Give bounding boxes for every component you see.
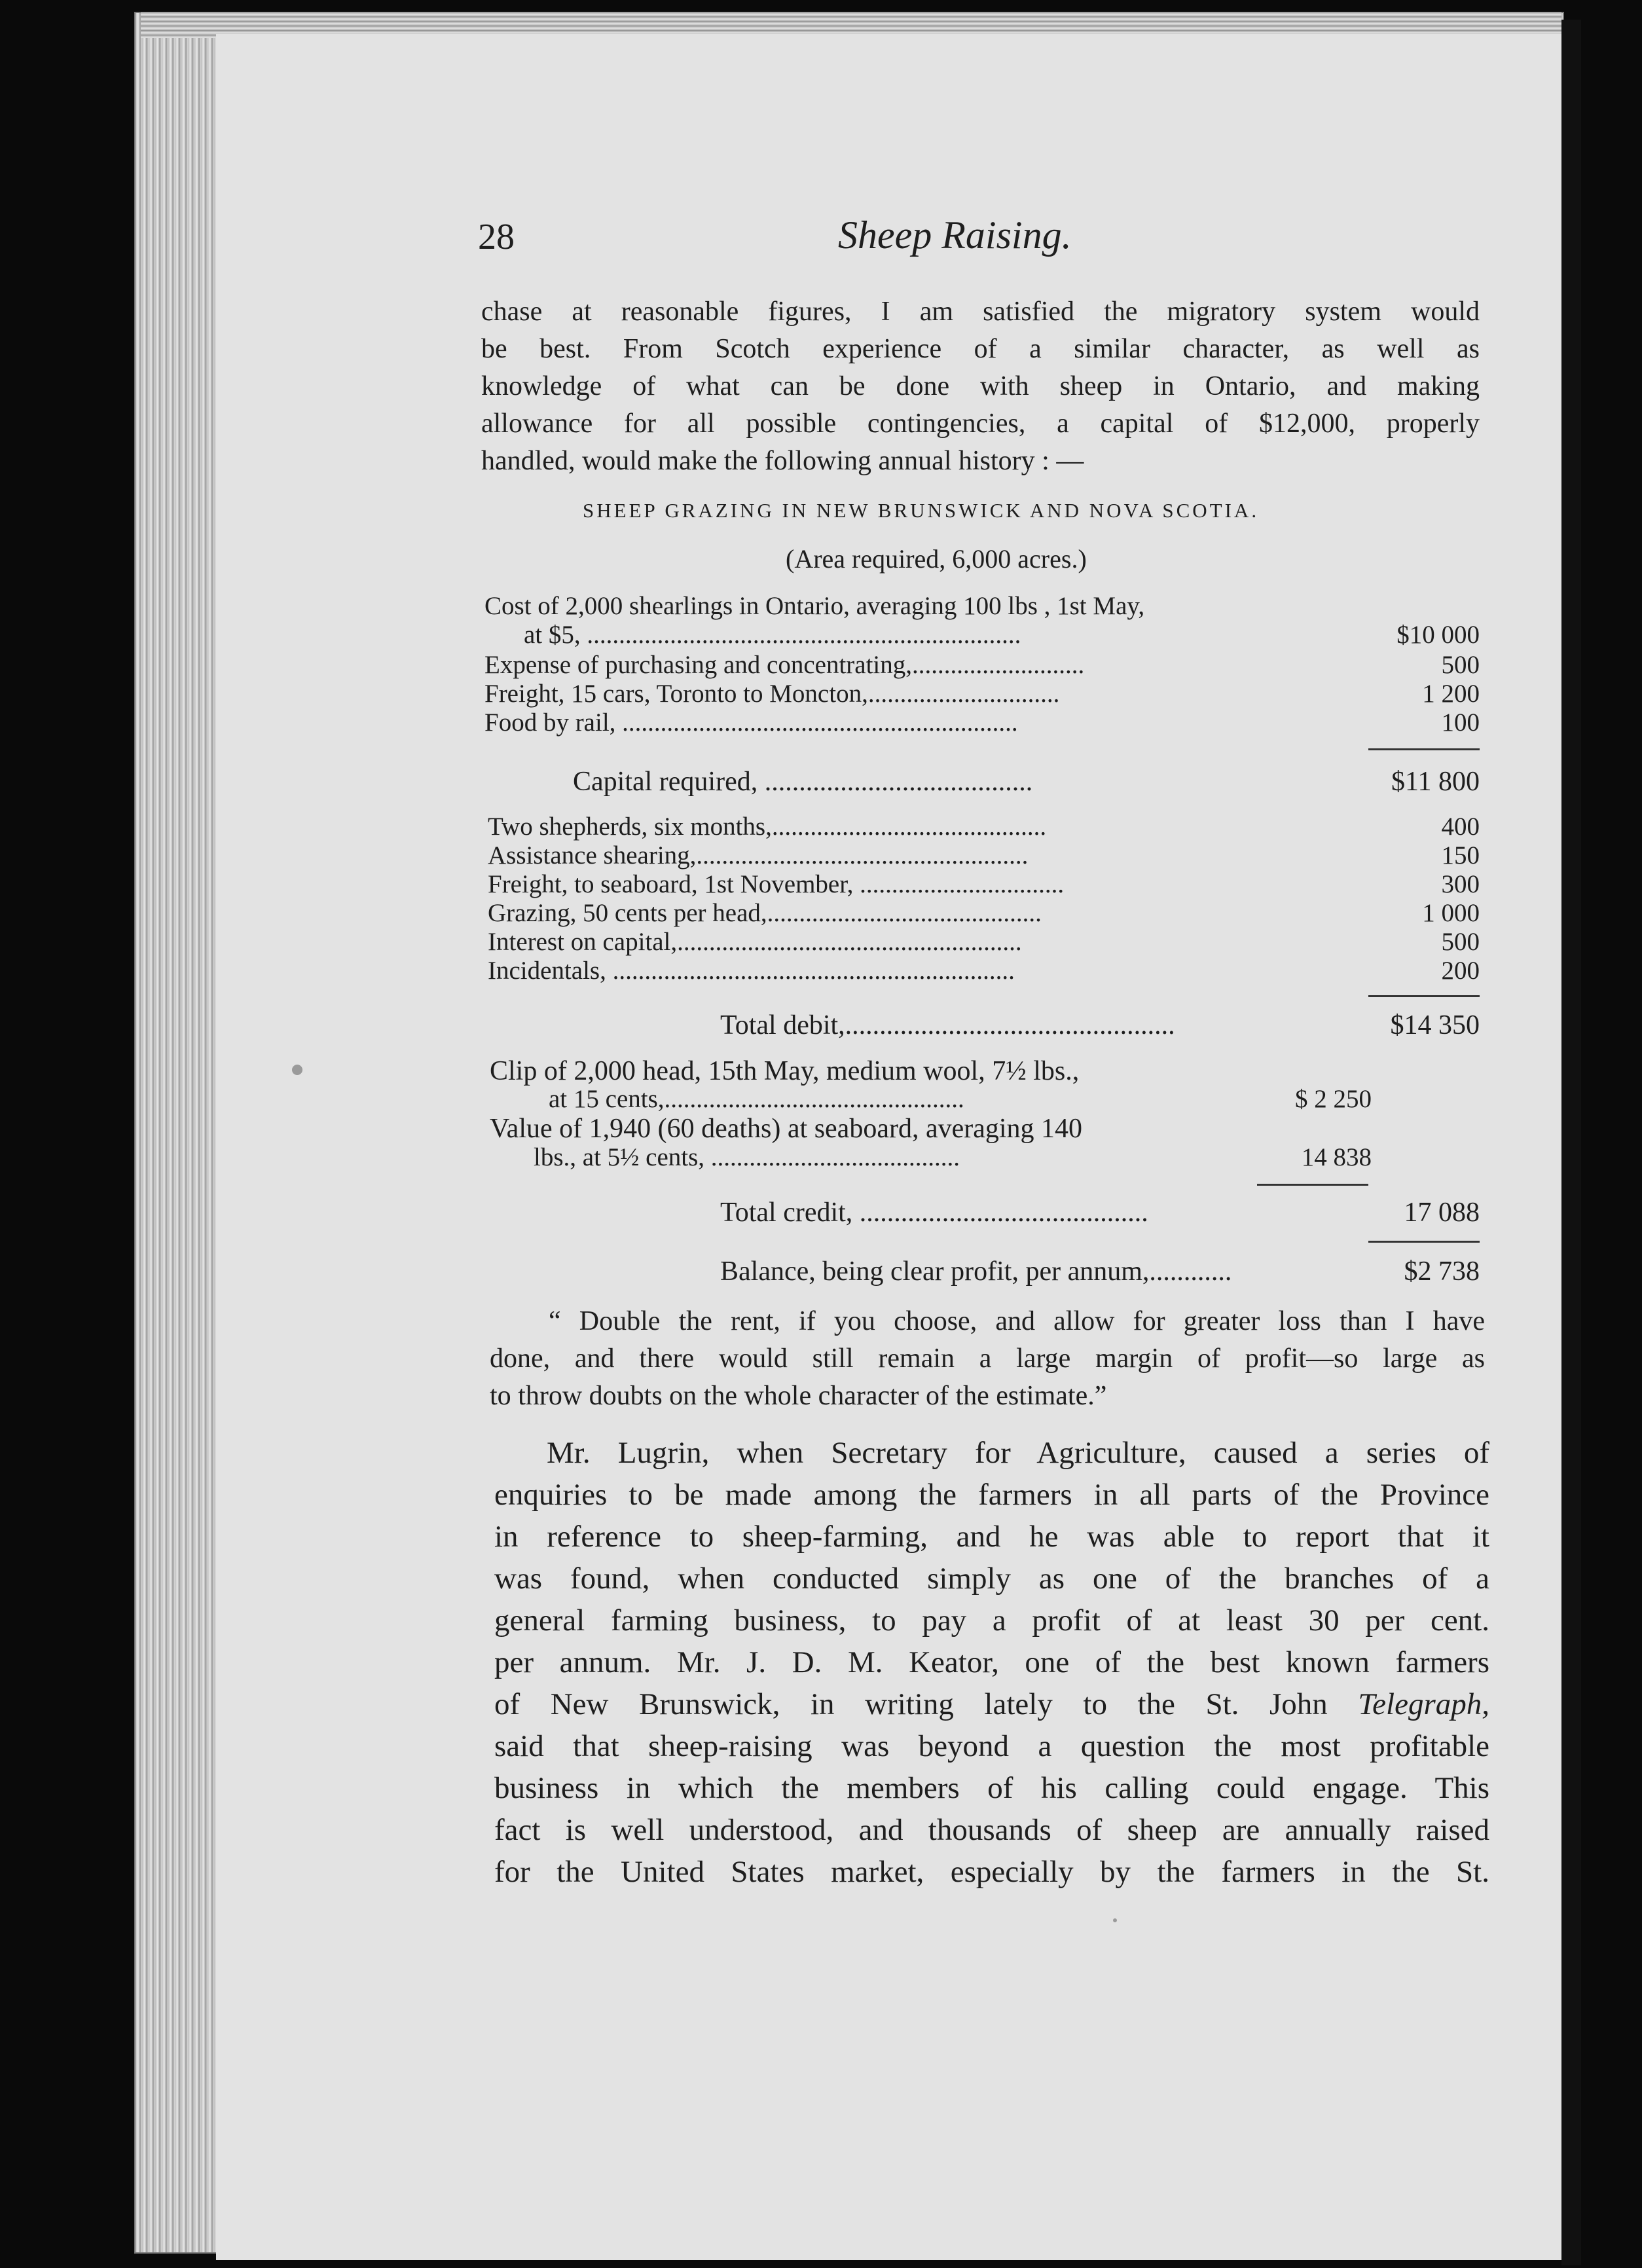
body-line: for the United States market, especially by the farmers in the St. [494,1855,1489,1889]
row-clip-line2: at 15 cents,............................................... [549,1085,964,1113]
row-freight-seaboard-amount: 300 [1441,870,1480,898]
total-debit-label: Total debit,................................................ [720,1010,1175,1040]
sum-rule [1368,1241,1480,1243]
quote-line: “ Double the rent, if you choose, and allow for greater loss than I have [549,1306,1485,1336]
row-shepherds-amount: 400 [1441,813,1480,841]
body-line: said that sheep-raising was beyond a question the most profitable [494,1729,1489,1763]
row-incidentals: Incidentals, ............................................................... [488,957,1015,985]
row-grazing: Grazing, 50 cents per head,........................................... [488,899,1042,927]
row-value-line1: Value of 1,940 (60 deaths) at seaboard, averaging 140 [490,1114,1083,1144]
body-line: per annum. Mr. J. D. M. Keator, one of the best known farmers [494,1645,1489,1679]
row-clip-line1: Clip of 2,000 head, 15th May, medium wool, 7½ lbs., [490,1056,1080,1086]
paper-blemish [1113,1918,1117,1922]
row-food: Food by rail, .............................................................. [484,708,1018,737]
body-line: general farming business, to pay a profit of at least 30 per cent. [494,1603,1489,1637]
body-line: in reference to sheep-farming, and he was able to report that it [494,1520,1489,1554]
balance-label: Balance, being clear profit, per annum,............ [720,1256,1232,1287]
capital-required-label: Capital required, ....................................... [573,767,1033,797]
row-cost-amount: $10 000 [1396,621,1480,649]
telegraph-title: Telegraph, [1358,1687,1489,1721]
row-value-line2: lbs., at 5½ cents, ....................................... [534,1143,960,1171]
body-line: was found, when conducted simply as one of the branches of a [494,1562,1489,1596]
page-shadow [1561,20,1581,2265]
total-credit-amount: 17 088 [1404,1198,1480,1228]
sum-rule [1257,1184,1368,1186]
table-subtitle: (Area required, 6,000 acres.) [786,544,1087,574]
intro-line: handled, would make the following annual history : — [481,446,1084,476]
row-expense-amount: 500 [1441,651,1480,679]
row-freight: Freight, 15 cars, Toronto to Moncton,.............................. [484,680,1060,708]
intro-line: knowledge of what can be done with sheep in Ontario, and making [481,371,1480,401]
body-paragraph [494,1432,1489,1893]
quote-line: to throw doubts on the whole character of the estimate.” [490,1381,1107,1411]
row-expense: Expense of purchasing and concentrating,........................... [484,651,1085,679]
total-credit-label: Total credit, .......................................... [720,1198,1148,1228]
total-debit-amount: $14 350 [1390,1010,1480,1040]
row-cost-line1: Cost of 2,000 shearlings in Ontario, averaging 100 lbs , 1st May, [484,592,1145,620]
body-line-with-italic [494,1683,1489,1725]
row-shearing-amount: 150 [1441,841,1480,869]
intro-line: chase at reasonable figures, I am satisfied the migratory system would [481,297,1480,327]
row-grazing-amount: 1 000 [1422,899,1480,927]
capital-required-amount: $11 800 [1391,767,1480,797]
running-title: Sheep Raising. [838,213,1072,257]
row-cost-line2: at $5, .................................................................... [524,621,1021,649]
intro-line: allowance for all possible contingencies, a capital of $12,000, properly [481,409,1480,439]
row-interest-amount: 500 [1441,928,1480,956]
body-line: business in which the members of his calling could engage. This [494,1771,1489,1805]
row-shearing: Assistance shearing,.................................................... [488,841,1029,869]
intro-line: be best. From Scotch experience of a similar character, as well as [481,334,1480,364]
quote-paragraph [490,1303,1485,1415]
row-clip-amount: $ 2 250 [1295,1085,1372,1113]
row-freight-amount: 1 200 [1422,680,1480,708]
row-incidentals-amount: 200 [1441,957,1480,985]
paper-blemish [292,1065,302,1075]
body-line: fact is well understood, and thousands of sheep are annually raised [494,1813,1489,1847]
body-line: enquiries to be made among the farmers in all parts of the Province [494,1478,1489,1512]
row-food-amount: 100 [1441,708,1480,737]
sum-rule [1368,995,1480,997]
row-interest: Interest on capital,...................................................... [488,928,1022,956]
sum-rule [1368,748,1480,750]
body-line: Mr. Lugrin, when Secretary for Agriculture, caused a series of [547,1436,1489,1470]
row-value-amount: 14 838 [1301,1143,1372,1171]
body-line-text: of New Brunswick, in writing lately to the St. John [494,1687,1359,1721]
row-freight-seaboard: Freight, to seaboard, 1st November, ................................ [488,870,1065,898]
row-shepherds: Two shepherds, six months,........................................... [488,813,1047,841]
intro-paragraph [481,293,1480,480]
quote-line: done, and there would still remain a large margin of profit—so large as [490,1344,1485,1374]
page-number: 28 [478,217,515,257]
balance-amount: $2 738 [1404,1256,1480,1287]
table-title: SHEEP GRAZING IN NEW BRUNSWICK AND NOVA SCOTIA. [583,499,1260,522]
